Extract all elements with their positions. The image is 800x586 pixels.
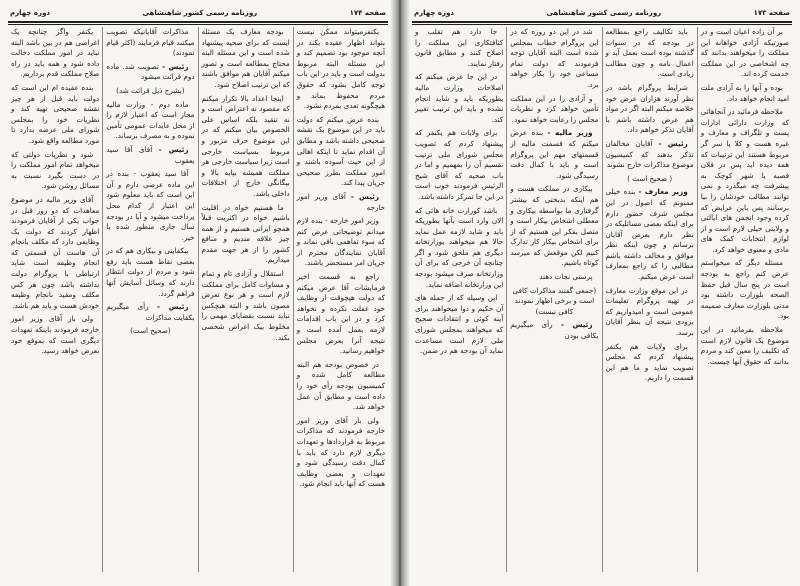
paragraph xyxy=(106,169,194,243)
paragraph-text: ملاحظه فرمائید در آنجاهائی که وزارت دارائی ادارات پست و تلگراف و معارف و غیره هست و کلا یا سر گر مربوط هستند این ترتیبات که همه دیده اید پس در فلان قصبه یا شهر کوچک به پیشرفت چه میگذرد و نمی توانند مطالب خودشان را بیا برسانند پس باین عرایض که کرده وجود انجمن های ایالتی و ولایتی خیلی لازم است و از لوازم انتخابات کمک های مادی و معنوی خواهد کرد. xyxy=(700,107,789,254)
speaker-label: رئیس - xyxy=(157,302,189,312)
paragraph xyxy=(297,192,385,213)
paragraph-text: آقا سید یعقوب - بنده در این ماده عرضی دارم و آن این است که باید معلوم شود این اعتبار از کدام محل پرداخت میشود و آیا در بودجه سال جاری منظور شده یا خیر. xyxy=(106,169,195,242)
paragraph xyxy=(106,246,194,299)
paragraph-text: این وسیله که از جمله های آن حکیم و دوا میخواهند برای آینه کوئی و انتقادات صحیح که میخواهند بمجلس شورای ملی لازم است مساعدت نماید آن بودجه هم در ضمن. xyxy=(415,293,504,356)
paragraph xyxy=(106,326,194,337)
paragraph-text: در این موقع وزارت معارف در تهیه پروگرام تعلیمات عمومی است و امیدواریم که بزودی نتیجه آن بنظر آقایان برسد. xyxy=(605,285,694,338)
speaker-label: رئیس - xyxy=(162,61,189,71)
paragraph xyxy=(510,128,598,181)
paragraph-text: وزیر امور خارجه - بنده لازم میدانم توضیحاتی عرض کنم که سوء تفاهمی باقی نماند و آقایان نمایندگان محترم از جریان امر مستحضر باشند. xyxy=(296,216,385,268)
paragraph-text: بنده خیلی ممنونم که اصول در این مجلس شرف حضور دارم برای اینکه بعضی مسائلیکه در نظر دارم بعرض آقایان برسانم و چون اینکه نظر موافق و مخالف داشته باشم مطالبی را که راجع بمعارف است عرض میکنم. xyxy=(605,187,694,282)
paragraph xyxy=(297,27,385,112)
page-fold xyxy=(390,0,410,586)
paragraph xyxy=(606,139,694,171)
paragraph xyxy=(701,83,789,104)
columns xyxy=(412,27,792,572)
paragraph xyxy=(11,27,99,80)
paragraph-text: بر آن زاده اعیان است و در صورتیکه آزادی خواهانه این مملکت را میخواهند بدانند که چه اشخاصی در این مملکت خدمت کرده اند. xyxy=(700,27,789,79)
columns xyxy=(8,27,388,572)
paragraph xyxy=(11,83,99,147)
paragraph xyxy=(510,184,598,269)
paragraph-text: بنده عقیده ام این است که دولت باید قبل از هر چیز نقشه صحیحی تهیه کند و نظریات خود را بمجلس شورای ملی عرضه بدارد تا مورد مطالعه واقع شود. xyxy=(11,82,100,145)
paragraph xyxy=(606,187,694,282)
paragraph xyxy=(510,94,598,126)
paragraph-text: ملاحظه بفرمائید در این موضوع یک قانون لازم است که تکلیف را معین کند و مردم بدانند که حقوق آنها چیست. xyxy=(700,325,789,366)
text-column xyxy=(293,27,388,572)
paragraph-text: بوده و آنها را به آزادی ملت امید انجام خواهد داد. xyxy=(700,82,789,103)
paragraph-text: باید تکالیف راجع بمطالعه در بودجه که در سنوات گذشته بوده است بعمل آید و اعمال نامه و چون مطالب زیادی است. xyxy=(605,27,694,79)
speaker-label: وزیر مالیه - xyxy=(547,128,593,138)
newspaper-title: روزنامه رسمی کشور شاهنشاهی xyxy=(142,9,258,17)
paragraph xyxy=(701,27,789,80)
paragraph-text: شرایط پروگرام باشد در نظر آورند هزاران عرض خود خلاصه میکنم البته اگر در مواد هم عرض داشته باشم با آقایان تذکر خواهم داد. xyxy=(605,82,694,135)
paragraph xyxy=(510,320,598,341)
paragraph-text: در این جا عرض میکنم که اصلاحات وزارت مالیه بطوریکه باید و شاید انجام نشده و باید این ترتیب تغییر کند. xyxy=(415,72,504,124)
paragraph-text: تصویب شد. ماده دوم قرائت میشود xyxy=(106,61,195,82)
paragraph-text: بیکفایتی و بیکاری هم که در بعضی نقاط هست باید رفع شود و مردم از دولت انتظار دارند که وسائل آسایش آنها فراهم گردد. xyxy=(106,246,195,298)
paragraph-text: در خصوص بودجه هم البته مطالعه کامل شده و کمیسیون بودجه رأی خود را داده است و مطابق آن عمل خواهد شد. xyxy=(296,359,385,412)
text-column xyxy=(102,27,197,572)
paragraph xyxy=(11,314,99,356)
page-number: صفحه ۱۷۴ xyxy=(349,9,386,17)
page-header xyxy=(414,6,790,20)
paragraph xyxy=(415,72,503,125)
text-column xyxy=(506,27,601,572)
paragraph-text: اینجا اعداد بالا تکرار میکنم که مقصود نه اعتراض است و نه تنقید بلکه اساس علی الخصوص بیان میکنم که در این موضوع حرف مزبور و مربوط بسیاست خارجی است زیرا سیاست خارجی هر مملکت همیشه بپایه بالا و بیگانگی خارج از اختلافات داخلی باشد. xyxy=(201,93,290,198)
text-column xyxy=(412,27,506,572)
speaker-label: رئیس - xyxy=(158,144,189,154)
left-page xyxy=(0,0,396,586)
paragraph-text: مسئله دیگر که میخواستم عرض کنم راجع به بودجه است در پنج سال قبل حفظ الصحه بلوزارت داشته بود مدتی بلوزارت معارف ضمیمه بود. xyxy=(700,258,789,321)
paragraph xyxy=(106,145,194,166)
paragraph-text: برای ولایات هم یکنفر که پیشنهاد کردم که تصویب مجلس شورای ملی ترتیب تقسیم آن را بفهمیم و اما در باب صحیه که آقای شیخ الرئیس فرمودند خوب است در این جا تمرکز داشته باشد. xyxy=(415,128,504,201)
paragraph-text: (جمعی گفتند مذاکرات کافی است و برخی اظهار نمودند کافی نیست) xyxy=(512,285,597,316)
paragraph xyxy=(106,62,194,83)
paragraph-text: (صحیح است) xyxy=(130,326,171,336)
text-column xyxy=(697,27,792,572)
paragraph-text: آقای وزیر مالیه در موضوع معاهدات که دو روز قبل در جواب یکی از آقایان فرمودند اظهار کردند که دولت یک وظایفی دارد که مکلف بانجام آن هاست آن قسمتی که انجام وظیفه است شاید ارتباطی با پروگرام دولت نداشته باشد چون هر کس مکلف ومقید بانجام وظیفه خودش هست و باید هم باشد. xyxy=(11,194,100,310)
paragraph xyxy=(606,174,694,185)
paragraph xyxy=(106,302,194,323)
volume-label: دوره چهارم xyxy=(414,9,455,17)
paragraph xyxy=(415,27,503,69)
volume-label: دوره چهارم xyxy=(10,9,51,17)
paragraph xyxy=(415,128,503,202)
paragraph-text: آقای آقا سید یعقوب xyxy=(106,144,195,165)
paragraph-text: ولی باز آقای وزیر امور خارجه فرمودند باینکه تعهدات دیگری است که بموقع خود بعرض خواهد رسید. xyxy=(11,314,100,356)
paragraph xyxy=(202,27,290,91)
paragraph xyxy=(11,150,99,192)
paragraph xyxy=(106,86,194,97)
right-page xyxy=(404,0,800,586)
paragraph-text: آقای وزیر امور خارجه xyxy=(296,191,385,212)
paragraph xyxy=(106,100,194,142)
paragraph xyxy=(701,258,789,322)
paragraph-text: یکنفرمیتواند ممکن نیست بتواند اظهار عقیده بکند در آنچه موجود بود تصمیم کند و این مسئله البته مربوط بدولت است و باید در این باب توجه کامل بشود که حقوق مردم محفوظ بماند و هیچگونه تعدی بمردم نشود. xyxy=(296,27,385,111)
paragraph xyxy=(606,342,694,384)
newspaper-title: روزنامه رسمی کشور شاهنشاهی xyxy=(546,9,662,17)
paragraph-text: و آزادی را در این مملکت تأمین خواهد کرد و نظریات مجلس را رعایت خواهد نمود. xyxy=(510,93,599,124)
paragraph xyxy=(606,83,694,136)
paragraph xyxy=(202,269,290,343)
paragraph-text: بیکاری در مملکت هست و هم اینکه بدبختی که بیشتر گرفتاری ما بواسطه بیکاری و معطلی اشخاص بیکار است و متصل بفکر این هستیم که از برای اشخاص بیکار کار تدارک کنیم لکن موقعش که میرسد کوتاه باشیم. xyxy=(510,184,599,268)
paragraph xyxy=(297,216,385,269)
paragraph xyxy=(415,293,503,357)
paragraph xyxy=(106,27,194,59)
text-column xyxy=(198,27,293,572)
paragraph-text: ولی باز آقای وزیر امور خارجه فرمودند که مذاکرات مربوط به قراردادها و تعهدات دیگری لازم دارد که باید با کمال دقت رسیدگی شود و تعهدات و بعضی وظایف هست که آنها باید انجام شود. xyxy=(296,415,385,489)
paragraph-text: آقایان مخالفان تذکر بدهند که کمیسیون موضوع مذاکرات خارج نشوند xyxy=(605,138,694,170)
paragraph xyxy=(202,94,290,200)
paragraph-text: (بشرح ذیل قرائت شد) xyxy=(116,85,185,95)
paragraph xyxy=(510,286,598,318)
paragraph-text: بنده عرض میکنم که دولت باید در این موضوع یک نقشه صحیحی داشته باشد و مطابق آن اقدام نماید تا اینکه اهالی از این حیث آسوده باشند و امور مملکت بطرز صحیحی جریان پیدا کند. xyxy=(296,114,385,188)
paragraph-text: ( صحیح است ) xyxy=(627,173,673,183)
paragraph xyxy=(415,206,503,291)
speaker-label: وزیر معارف - xyxy=(638,187,688,197)
paragraph-text: شود و نظریات دولتی که میخواهد تمام امور مملکت را در دست بگیرد نسبت به مسائل روشن شود. xyxy=(11,149,100,191)
paragraph-text: ما هستیم خواه در اقلیت باشیم خواه در اکثریت قبلاً همچو ایرانی هستیم و از همه چیز علاقه مندیم و منافع کشور را از هر جهت مقدم میداریم. xyxy=(201,202,290,265)
paragraph-text: بنده عرض میکنم که قسمت مالیه از قسمتهای مهم این پروگرام است و باید با کمال دقت رسیدگی شود. xyxy=(510,128,599,180)
paragraph xyxy=(202,203,290,267)
speaker-label: رئیس - xyxy=(658,138,688,148)
paragraph xyxy=(606,27,694,80)
paragraph xyxy=(701,325,789,367)
paragraph-text: شد در این دو روزه که در این پروگرام خطاب بمجلس شده است البته آقایان توجه فرمودند که دولت تمام مساعی خود را بکار خواهد برد. xyxy=(510,27,599,89)
speaker-label: رئیس - xyxy=(561,320,593,330)
paragraph-text: یکنفر واگر چنانچه یک اغراضی هم در بین باشد البته نباید در امور مملکت دخالت داده شود و همه باید در راه صلاح مملکت قدم برداریم. xyxy=(11,27,100,79)
text-column xyxy=(602,27,697,572)
text-column xyxy=(8,27,102,572)
paragraph xyxy=(510,272,598,283)
paragraph-text: برای ولایات هم یکنفر پیشنهاد کردم که مجلس تصویب نماید و ما هم این قسمت را داریم. xyxy=(605,341,694,383)
paragraph-text: رأی میگیریم بکفایت مذاکرات xyxy=(106,302,195,322)
paragraph xyxy=(11,195,99,312)
paragraph-text: ماده دوم - وزارت مالیه مجاز است که اعتبار لازم را از محل عایدات عمومی تأمین نموده و به مصرف برساند. xyxy=(106,99,195,141)
paragraph-text: جا دارد هم تقلب و کثافتکاری این مملکت را اصلاح کنند و مطابق قانون رفتار نمایند. xyxy=(415,27,504,68)
header-rule xyxy=(412,21,792,25)
paragraph-text: مذاکرات آقایانیکه تصویب میکنند قیام فرمایند (اکثر قیام نمودند) xyxy=(106,27,195,58)
paragraph-text: رأی میگیریم بکافی بودن xyxy=(510,320,599,341)
paragraph-text: استقلال و آزادی تام و تمام و مساوات کامل برای مملکت لازم است و هر نوع تعرض مصون باشد و البته هیچکس نباید نسبت بقضایای مهمی را مخلوط بیک اغراض شخصی بکند. xyxy=(201,269,290,342)
paragraph xyxy=(606,286,694,339)
speaker-label: رئیس - xyxy=(350,191,379,201)
paragraph xyxy=(510,27,598,91)
paragraph xyxy=(297,115,385,189)
paragraph xyxy=(297,416,385,490)
header-rule xyxy=(8,21,388,25)
paragraph-text: راجع به قسمت اخیر فرمایشات آقا عرض میکنم که دولت هیچوقت از وظایف خود غفلت نکرده و نخواهد کرد و در این باب اقدامات لازمه بعمل آمده است و نتیجه آنرا بعرض مجلس خواهیم رسانید. xyxy=(296,272,385,356)
paragraph xyxy=(297,360,385,413)
paragraph xyxy=(701,107,789,255)
paragraph-text: باشد کورارت خانه هائی که الان وارد است بآنها بطوریکه باید و شاید لازمه عمل نماید حالا هم میخواهند بوزارتخانه دیگری هم ملحق شود و اگر چنانچه آن خرجی که برای آن وزارتخانه صرف میشود بودجه این وزارتخانه اضافه نماید. xyxy=(415,205,504,289)
paragraph-text: بودجه معارف یک مسئله ایست که برای صحیه پیشنهاد شده است و این مسئله البته محتاج بمطالعه است و تصور میکنم آقایان هم موافق باشند که این ترتیب اصلاح شود. xyxy=(201,27,290,89)
paragraph xyxy=(297,272,385,357)
page-number: صفحه ۱۷۳ xyxy=(753,9,790,17)
paragraph-text: پرستی نجات دهند xyxy=(539,272,593,282)
page-header xyxy=(10,6,386,20)
